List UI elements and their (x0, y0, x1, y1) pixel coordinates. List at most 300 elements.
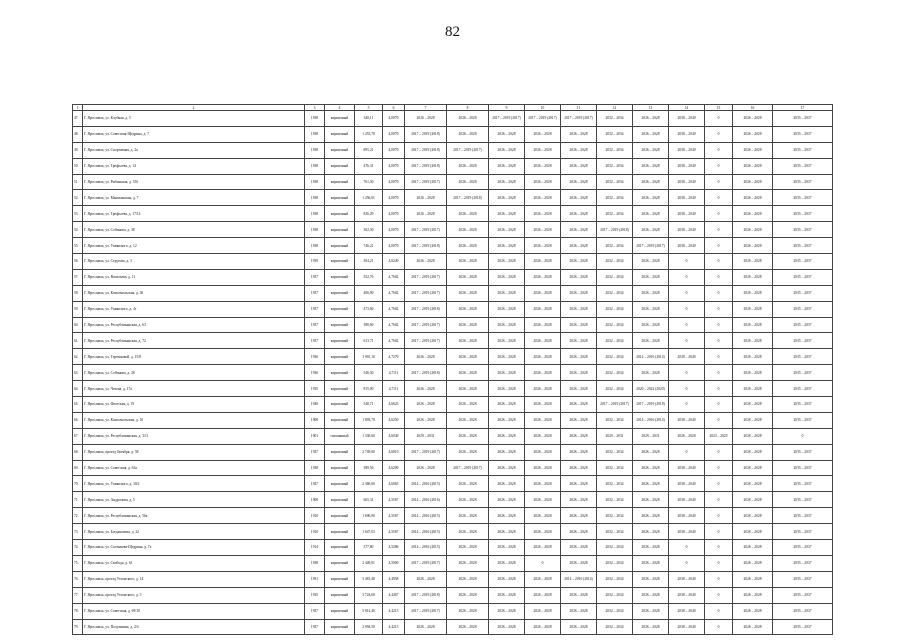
table-row (73, 444, 833, 460)
table-cell: 0 (705, 365, 733, 381)
table-cell: 0 (705, 222, 733, 238)
table-cell: кирпичный (325, 222, 355, 238)
table-cell: 2035 – 2037 (773, 269, 833, 285)
table-cell: 2026 – 2028 (489, 460, 525, 476)
address-cell: Г. Ярославль, ул. Полушкина, д. 2/4 (83, 619, 305, 635)
table-cell: 0 (525, 555, 561, 571)
table-cell: 2026 – 2028 (525, 317, 561, 333)
address-cell: Г. Ярославль, ул. Салтыкова-Щедрина, д. 7а (83, 540, 305, 556)
table-cell: 2026 – 2028 (447, 126, 489, 142)
table-row (73, 603, 833, 619)
table-cell: 2026 – 2028 (447, 619, 489, 635)
table-cell: 613,71 (355, 333, 383, 349)
table-row (73, 301, 833, 317)
address-cell: Г. Ярославль, ул. Клубная, д. 5 (83, 111, 305, 127)
table-cell: 2026 – 2028 (489, 619, 525, 635)
table-cell: 2032 – 2034 (597, 111, 633, 127)
table-cell: 2026 – 2028 (633, 460, 669, 476)
table-cell: 2026 – 2028 (561, 269, 597, 285)
table-cell: 2026 – 2028 (561, 317, 597, 333)
row-number: 65. (73, 397, 83, 413)
table-cell: 2026 – 2028 (561, 540, 597, 556)
table-cell: 0 (669, 269, 705, 285)
table-cell: 2026 – 2028 (561, 381, 597, 397)
table-cell: 2017 – 2019 (2018) (405, 238, 447, 254)
table-cell: 0 (705, 238, 733, 254)
table-cell: 2035 – 2037 (773, 111, 833, 127)
table-cell: 1937 (305, 269, 325, 285)
table-cell: 2032 – 2034 (597, 492, 633, 508)
table-cell: 2026 – 2028 (733, 269, 773, 285)
table-cell: 0 (669, 317, 705, 333)
table-cell: 2035 – 2037 (773, 317, 833, 333)
table-cell: 0 (705, 555, 733, 571)
address-cell: Г. Ярославль, ул. Флотская, д. 19 (83, 397, 305, 413)
table-cell: 406,90 (355, 285, 383, 301)
table-cell: 2026 – 2028 (633, 619, 669, 635)
table-cell: 2026 – 2028 (447, 222, 489, 238)
table-cell: 2026 – 2028 (447, 238, 489, 254)
table-cell: 1931 (305, 571, 325, 587)
table-cell: 1901 (305, 428, 325, 444)
table-cell: 2026 – 2028 (733, 301, 773, 317)
column-header: 16 (733, 105, 773, 111)
table-cell: 1937 (305, 317, 325, 333)
table-cell: 1938 (305, 238, 325, 254)
table-cell: кирпичный (325, 460, 355, 476)
table-row (73, 174, 833, 190)
table-cell: 2026 – 2028 (525, 428, 561, 444)
table-cell: 0 (669, 381, 705, 397)
table-cell: 2026 – 2028 (489, 206, 525, 222)
table-row (73, 190, 833, 206)
table-cell: 4,0070 (383, 238, 405, 254)
table-cell: 4,0070 (383, 158, 405, 174)
table-row (73, 460, 833, 476)
table-cell: 2026 – 2028 (447, 603, 489, 619)
table-cell: 2026 – 2028 (733, 111, 773, 127)
table-cell: 0 (705, 111, 733, 127)
table-cell: 2026 – 2028 (405, 254, 447, 270)
table-cell: 2026 – 2028 (447, 317, 489, 333)
table-cell: 1 453,70 (355, 126, 383, 142)
table-cell: 2026 – 2028 (489, 301, 525, 317)
table-cell: 0 (669, 301, 705, 317)
table-cell: 2032 – 2034 (597, 285, 633, 301)
table-cell: 0 (705, 492, 733, 508)
table-cell: 2026 – 2028 (733, 508, 773, 524)
table-cell: 815,00 (355, 381, 383, 397)
table-cell: 2017 – 2019 (2017) (405, 222, 447, 238)
table-cell: 2017 – 2019 (2018) (597, 222, 633, 238)
table-cell: 2017 – 2019 (2017) (597, 397, 633, 413)
row-number: 59. (73, 301, 83, 317)
table-row (73, 126, 833, 142)
table-cell: 2026 – 2028 (447, 571, 489, 587)
table-cell: 2026 – 2028 (525, 254, 561, 270)
address-cell: Г. Ярославль, ул. Богдановича, д. 22 (83, 524, 305, 540)
table-row (73, 492, 833, 508)
table-cell: 2026 – 2028 (447, 540, 489, 556)
table-cell: 4,5286 (383, 540, 405, 556)
table-cell: 4,5567 (383, 492, 405, 508)
table-cell: 2032 – 2034 (597, 301, 633, 317)
table-cell: 2026 – 2028 (525, 190, 561, 206)
table-cell: 2026 – 2028 (633, 158, 669, 174)
table-cell: 2 360,60 (355, 476, 383, 492)
table-cell: 2026 – 2028 (447, 269, 489, 285)
table-row (73, 619, 833, 635)
address-cell: Г. Ярославль, ул. Республиканская, д. 72 (83, 333, 305, 349)
table-cell: 2026 – 2028 (733, 142, 773, 158)
address-cell: Г. Ярославль, ул. Республиканская, д. 63 (83, 317, 305, 333)
table-cell: 1936 (305, 349, 325, 365)
table-cell: 2026 – 2028 (447, 412, 489, 428)
row-number: 70. (73, 476, 83, 492)
table-cell: 0 (705, 587, 733, 603)
table-cell: 2038 – 2040 (669, 587, 705, 603)
table-cell: 2038 – 2040 (669, 190, 705, 206)
table-cell: 2032 – 2034 (597, 540, 633, 556)
table-cell: 2026 – 2028 (447, 555, 489, 571)
table-cell: 340,11 (355, 111, 383, 127)
table-cell: 2026 – 2028 (525, 238, 561, 254)
table-cell: 2026 – 2028 (525, 476, 561, 492)
table-cell: 2026 – 2028 (561, 412, 597, 428)
table-cell: 2017 – 2019 (2018) (405, 142, 447, 158)
table-cell: 0 (705, 158, 733, 174)
address-cell: Г. Ярославль, ул. Собинова, д. 28 (83, 365, 305, 381)
table-cell: 2026 – 2028 (633, 555, 669, 571)
table-cell: 1938 (305, 460, 325, 476)
address-cell: Г. Ярославль, ул. Комсомольская, д. 36 (83, 285, 305, 301)
table-cell: 1936 (305, 365, 325, 381)
table-cell: 2017 – 2019 (2017) (405, 333, 447, 349)
table-cell: 473,60 (355, 301, 383, 317)
table-cell: 2026 – 2028 (489, 412, 525, 428)
table-cell: 2026 – 2028 (633, 126, 669, 142)
table-cell: 2026 – 2028 (561, 444, 597, 460)
table-cell: 2035 – 2037 (773, 603, 833, 619)
table-cell: 2026 – 2028 (633, 571, 669, 587)
row-number: 76. (73, 571, 83, 587)
table-cell: 2017 – 2019 (2017) (525, 111, 561, 127)
table-cell: 2035 – 2037 (773, 254, 833, 270)
table-cell: кирпичный (325, 285, 355, 301)
table-cell: 2026 – 2028 (489, 174, 525, 190)
table-cell: 0 (705, 381, 733, 397)
table-cell: 2032 – 2034 (597, 444, 633, 460)
capital-repair-schedule-table (72, 104, 833, 635)
table-cell: 2026 – 2028 (633, 508, 669, 524)
table-cell: кирпичный (325, 412, 355, 428)
table-cell: 0 (669, 365, 705, 381)
table-cell: 2035 – 2037 (773, 412, 833, 428)
table-cell: 1938 (305, 158, 325, 174)
table-row (73, 587, 833, 603)
table-cell: 2026 – 2028 (525, 460, 561, 476)
table-cell: 2032 – 2034 (597, 142, 633, 158)
table-cell: 2017 – 2019 (2018) (405, 365, 447, 381)
address-cell: Г. Ярославль, ул. Трефолева, д. 17/14 (83, 206, 305, 222)
table-cell: 2026 – 2028 (633, 285, 669, 301)
table-cell: 0 (669, 397, 705, 413)
table-cell: 2026 – 2028 (561, 460, 597, 476)
table-cell: 2026 – 2028 (733, 254, 773, 270)
table-cell: 2026 – 2028 (561, 126, 597, 142)
table-cell: 2026 – 2028 (561, 254, 597, 270)
table-cell: 2032 – 2034 (597, 206, 633, 222)
table-cell: 0 (705, 349, 733, 365)
table-cell: 389,56 (355, 460, 383, 476)
table-cell: 0 (705, 174, 733, 190)
table-cell: 2026 – 2028 (447, 333, 489, 349)
row-number: 55. (73, 238, 83, 254)
table-cell: 2026 – 2028 (525, 619, 561, 635)
table-cell: 2038 – 2040 (669, 476, 705, 492)
table-row (73, 524, 833, 540)
table-cell: 2026 – 2028 (525, 142, 561, 158)
table-cell: 4,7602 (383, 301, 405, 317)
table-cell: 2038 – 2040 (669, 571, 705, 587)
table-cell: 1 893,70 (355, 412, 383, 428)
table-cell: 2032 – 2034 (597, 476, 633, 492)
table-cell: 2026 – 2028 (633, 540, 669, 556)
table-cell: 0 (669, 333, 705, 349)
table-cell: 761,30 (355, 174, 383, 190)
table-cell: 1 330,60 (355, 428, 383, 444)
table-cell: 2026 – 2028 (447, 508, 489, 524)
table-cell: 2035 – 2037 (773, 285, 833, 301)
table-cell: 1 901,10 (355, 349, 383, 365)
table-cell: 2026 – 2028 (447, 349, 489, 365)
column-header: 9 (489, 105, 525, 111)
table-cell: 2032 – 2034 (597, 524, 633, 540)
table-cell: 2026 – 2028 (489, 126, 525, 142)
table-cell: 2032 – 2034 (597, 349, 633, 365)
row-number: 61. (73, 333, 83, 349)
table-cell: 2026 – 2028 (489, 571, 525, 587)
table-cell: 2032 – 2034 (597, 365, 633, 381)
table-cell: 1938 (305, 555, 325, 571)
table-cell: 2026 – 2028 (733, 428, 773, 444)
table-cell: 304,21 (355, 254, 383, 270)
table-cell: 2026 – 2028 (489, 587, 525, 603)
table-cell: 2026 – 2028 (525, 492, 561, 508)
table-cell: 2017 – 2019 (2017) (405, 269, 447, 285)
table-cell: 2026 – 2028 (525, 349, 561, 365)
table-row (73, 365, 833, 381)
table-cell: 2026 – 2028 (733, 571, 773, 587)
table-row (73, 111, 833, 127)
table-cell: 2035 – 2037 (773, 524, 833, 540)
table-cell: 2035 – 2037 (773, 476, 833, 492)
row-number: 69. (73, 460, 83, 476)
table-cell: 1939 (305, 254, 325, 270)
table-cell: 4,4958 (383, 571, 405, 587)
table-cell: 2026 – 2028 (561, 158, 597, 174)
table-cell: 3 724,60 (355, 587, 383, 603)
table-cell: 2026 – 2028 (405, 619, 447, 635)
table-cell: 2035 – 2037 (773, 492, 833, 508)
table-cell: 2014 – 2016 (2014) (633, 349, 669, 365)
table-cell: 2035 – 2037 (773, 301, 833, 317)
table-cell: кирпичный (325, 587, 355, 603)
table-cell: 2035 – 2037 (773, 190, 833, 206)
table-cell: 377,80 (355, 540, 383, 556)
table-cell: 2026 – 2028 (733, 285, 773, 301)
table-cell: 2026 – 2028 (489, 238, 525, 254)
address-cell: Г. Ярославль, ул. Рыбинская, д. 33б (83, 174, 305, 190)
table-row (73, 285, 833, 301)
table-cell: 1910 (305, 524, 325, 540)
table-cell: 2026 – 2028 (525, 603, 561, 619)
column-header: 15 (705, 105, 733, 111)
table-cell: 4,0070 (383, 206, 405, 222)
table-row (73, 333, 833, 349)
table-cell: 2026 – 2028 (489, 365, 525, 381)
table-cell: 2026 – 2028 (561, 301, 597, 317)
table-cell: 2014 – 2016 (2015) (405, 540, 447, 556)
table-cell: 2026 – 2028 (561, 555, 597, 571)
row-number: 63. (73, 365, 83, 381)
address-cell: Г. Ярославль, ул. Свобода, д. 61 (83, 555, 305, 571)
row-number: 56. (73, 254, 83, 270)
table-cell: 2026 – 2028 (525, 571, 561, 587)
table-cell: 2017 – 2019 (2017) (561, 111, 597, 127)
table-cell: 0 (705, 269, 733, 285)
address-cell: Г. Ярославль, ул. Андропова, д. 5 (83, 492, 305, 508)
address-cell: Г. Ярославль, ул. Терешковой, д. 15/8 (83, 349, 305, 365)
table-cell: 0 (705, 142, 733, 158)
column-header: 7 (405, 105, 447, 111)
table-cell: 2017 – 2019 (2017) (405, 555, 447, 571)
table-cell: 2026 – 2028 (733, 174, 773, 190)
table-cell: 895,21 (355, 142, 383, 158)
table-cell: 2026 – 2028 (733, 381, 773, 397)
table-cell: 2026 – 2028 (405, 571, 447, 587)
table-cell: 4,0070 (383, 126, 405, 142)
table-row (73, 412, 833, 428)
table-cell: 2035 – 2037 (773, 508, 833, 524)
address-cell: Г. Ярославль, ул. Чехова, д. 17а (83, 381, 305, 397)
table-cell: 4,7602 (383, 269, 405, 285)
table-cell: 2017 – 2019 (2018) (405, 301, 447, 317)
table-cell: 2026 – 2028 (561, 349, 597, 365)
table-cell: 0 (705, 444, 733, 460)
table-cell: 0 (705, 317, 733, 333)
table-cell: 1 647,03 (355, 524, 383, 540)
row-number: 48. (73, 126, 83, 142)
table-cell: 2026 – 2028 (447, 381, 489, 397)
table-cell: кирпичный (325, 603, 355, 619)
table-cell: 1938 (305, 174, 325, 190)
table-cell: 4,6250 (383, 412, 405, 428)
table-cell: 2026 – 2028 (405, 412, 447, 428)
table-cell: 2026 – 2028 (633, 174, 669, 190)
table-cell: 2026 – 2028 (447, 174, 489, 190)
table-cell: 2032 – 2034 (597, 126, 633, 142)
table-cell: 4,4215 (383, 619, 405, 635)
table-cell: 2017 – 2019 (2018) (633, 397, 669, 413)
table-cell: 2026 – 2028 (405, 190, 447, 206)
table-cell: 2035 – 2037 (773, 540, 833, 556)
table-cell: 826,29 (355, 206, 383, 222)
table-row (73, 317, 833, 333)
table-row (73, 206, 833, 222)
table-cell: 2026 – 2028 (525, 508, 561, 524)
table-cell: 2026 – 2028 (733, 444, 773, 460)
table-cell: 2026 – 2028 (561, 603, 597, 619)
table-cell: 2029 – 2031 (633, 428, 669, 444)
row-number: 60. (73, 317, 83, 333)
table-cell: 2026 – 2028 (733, 238, 773, 254)
table-cell: 2026 – 2028 (525, 333, 561, 349)
table-cell: 4,0070 (383, 190, 405, 206)
table-cell: 2032 – 2034 (597, 460, 633, 476)
table-cell: 2026 – 2028 (525, 174, 561, 190)
table-cell: 2026 – 2028 (489, 492, 525, 508)
table-cell: 2026 – 2028 (633, 206, 669, 222)
table-cell: 1937 (305, 285, 325, 301)
table-cell: 2 094,50 (355, 619, 383, 635)
table-cell: 2026 – 2028 (633, 524, 669, 540)
table-cell: 4,4467 (383, 587, 405, 603)
table-cell: кирпичный (325, 333, 355, 349)
table-cell: 2038 – 2040 (669, 142, 705, 158)
table-cell: 4,7111 (383, 365, 405, 381)
row-number: 68. (73, 444, 83, 460)
table-cell: 1937 (305, 619, 325, 635)
table-cell: 2026 – 2028 (525, 222, 561, 238)
address-cell: Г. Ярославль, проезд Октября, д. 58 (83, 444, 305, 460)
table-cell: кирпичный (325, 524, 355, 540)
table-cell: 2026 – 2028 (561, 190, 597, 206)
table-cell: 0 (705, 206, 733, 222)
table-cell: 2029 – 2031 (597, 428, 633, 444)
table-cell: 2026 – 2028 (489, 190, 525, 206)
table-cell: 2026 – 2028 (489, 508, 525, 524)
table-cell: 2026 – 2028 (733, 190, 773, 206)
table-cell: 2 749,00 (355, 444, 383, 460)
column-header: 14 (669, 105, 705, 111)
table-cell: 4,0240 (383, 254, 405, 270)
table-cell: 2026 – 2028 (561, 476, 597, 492)
address-cell: Г. Ярославль, ул. Ушинского, д. 12 (83, 238, 305, 254)
table-cell: 2026 – 2028 (633, 301, 669, 317)
table-cell: 0 (669, 540, 705, 556)
table-cell: 2038 – 2040 (669, 206, 705, 222)
table-cell: 2026 – 2028 (447, 301, 489, 317)
table-cell: 2026 – 2028 (633, 492, 669, 508)
table-cell: 2026 – 2028 (489, 285, 525, 301)
table-cell: кирпичный (325, 126, 355, 142)
page-number: 82 (445, 24, 460, 40)
table-cell: 2026 – 2028 (405, 111, 447, 127)
table-cell: кирпичный (325, 254, 355, 270)
table-cell: 1938 (305, 206, 325, 222)
table-cell: 2017 – 2019 (2017) (489, 111, 525, 127)
table-row (73, 381, 833, 397)
table-cell: 2026 – 2028 (733, 333, 773, 349)
table-cell: 0 (773, 428, 833, 444)
table-cell: 1910 (305, 508, 325, 524)
table-cell: кирпичный (325, 111, 355, 127)
table-cell: кирпичный (325, 174, 355, 190)
table-cell: 2038 – 2040 (669, 158, 705, 174)
table-cell: 2017 – 2019 (2018) (405, 126, 447, 142)
table-cell: 2026 – 2028 (561, 142, 597, 158)
